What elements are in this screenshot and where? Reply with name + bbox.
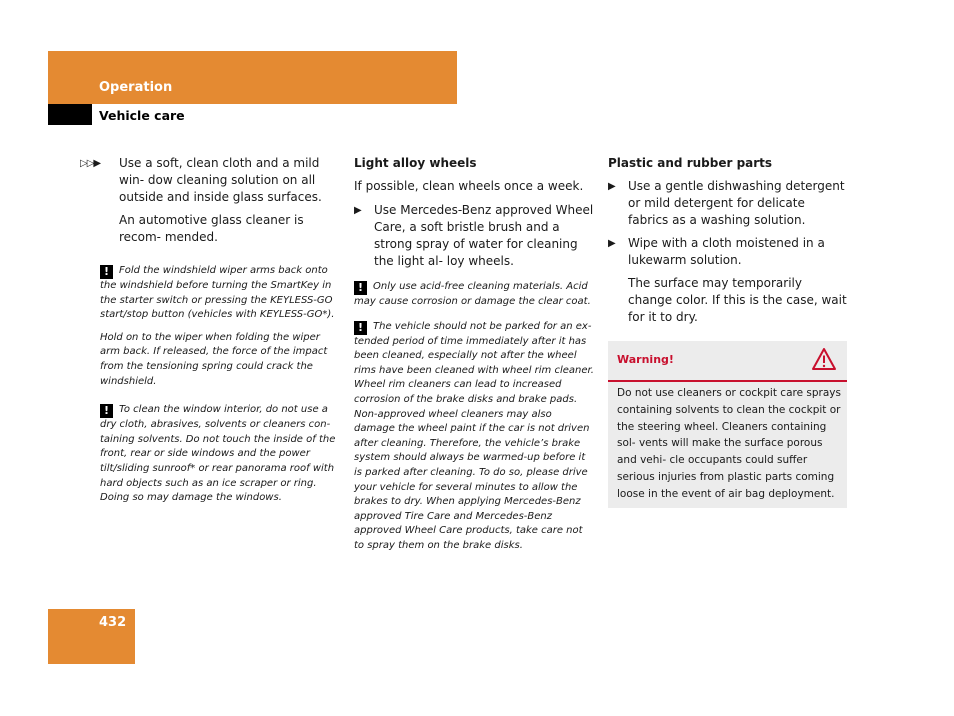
notice-icon: !: [354, 321, 367, 335]
column-left: [80, 155, 342, 514]
warning-header: [608, 341, 847, 382]
section-heading: Light alloy wheels: [354, 156, 477, 170]
warning-box: [608, 341, 847, 508]
warning-text: Do not use cleaners or cockpit care sprays containing solvents to clean the cockpit or the steering wheel. Cleaners containing sol- vents will make the surface porous and vehi- cle occupants could suffer serious injuries from plastic parts coming loose in the event of air bag deployment.: [617, 387, 841, 500]
header-band: [48, 51, 457, 104]
continued-arrow-icon: ▷▷▶: [80, 158, 101, 169]
warning-title: Warning!: [617, 353, 674, 366]
column-right: [608, 155, 848, 332]
section-title: Operation: [99, 80, 173, 95]
note-paragraph: Hold on to the wiper when folding the wiper arm back. If released, the force of the impact from the tensioning spring could crack the windshield.: [100, 331, 328, 387]
header-marker: [48, 104, 92, 125]
bullet-text: Use a gentle dishwashing detergent or mild detergent for delicate fabrics as a washing solution.: [628, 179, 845, 227]
warning-triangle-icon: [811, 347, 837, 371]
paragraph: If possible, clean wheels once a week.: [354, 179, 584, 193]
notice-note: [354, 320, 594, 554]
bullet-text: Use a soft, clean cloth and a mild win- dow cleaning solution on all outside and inside glass surfaces.: [119, 156, 322, 204]
note-text: The vehicle should not be parked for an ex- tended period of time immediately after it has been cleaned, especially not after the wheel rims have been cleaned with wheel rim cleaner. Wheel rim cleaners can lead to increased corrosion of the brake disks and brake pads. Non-approved wheel cleaners may also damage the wheel paint if the car is not driven after cleaning. Therefore, the vehicle’s brake system should always be warmed-up before it is parked after cleaning. To do so, please drive your vehicle for several minutes to allow the brakes to dry. When applying Mercedes-Benz approved Tire Care and Mercedes-Benz approved Wheel Care products, take care not to spray them on the brake disks.: [354, 320, 594, 551]
bullet-item: [354, 202, 594, 270]
notice-note: [80, 403, 342, 506]
notice-icon: !: [354, 281, 367, 295]
notice-icon: !: [100, 404, 113, 418]
note-text: Only use acid-free cleaning materials. Acid may cause corrosion or damage the clear coat.: [354, 281, 591, 307]
column-middle: [354, 155, 594, 562]
continued-bullet: [80, 155, 342, 206]
notice-icon: !: [100, 265, 113, 279]
section-heading: Plastic and rubber parts: [608, 156, 773, 170]
bullet-icon: ▶: [354, 205, 362, 216]
bullet-text: Use Mercedes-Benz approved Wheel Care, a soft bristle brush and a strong spray of water for cleaning the light al- loy wheels.: [374, 203, 594, 268]
bullet-item: [608, 178, 848, 229]
bullet-text: Wipe with a cloth moistened in a lukewarm solution.: [628, 236, 825, 267]
bullet-item: [608, 235, 848, 269]
note-text: To clean the window interior, do not use a dry cloth, abrasives, solvents or cleaners con- taining solvents. Do not touch the inside of the front, rear or side windows and the power tilt/sliding sunroof* or rear panorama roof with hard objects such as an ice scraper or ring. Doing so may damage the windows.: [100, 404, 336, 504]
page-number: 432: [99, 615, 127, 630]
note-text: Fold the windshield wiper arms back onto the windshield before turning the SmartKey in the starter switch or pressing the KEYLESS-GO start/stop button (vehicles with KEYLESS-GO*).: [100, 265, 335, 321]
notice-note: [80, 264, 342, 323]
paragraph: An automotive glass cleaner is recom- mended.: [119, 213, 304, 244]
bullet-icon: ▶: [608, 238, 616, 249]
subsection-title: Vehicle care: [99, 108, 185, 123]
paragraph: The surface may temporarily change color. If this is the case, wait for it to dry.: [628, 276, 847, 324]
bullet-icon: ▶: [608, 181, 616, 192]
notice-note: [354, 280, 594, 310]
